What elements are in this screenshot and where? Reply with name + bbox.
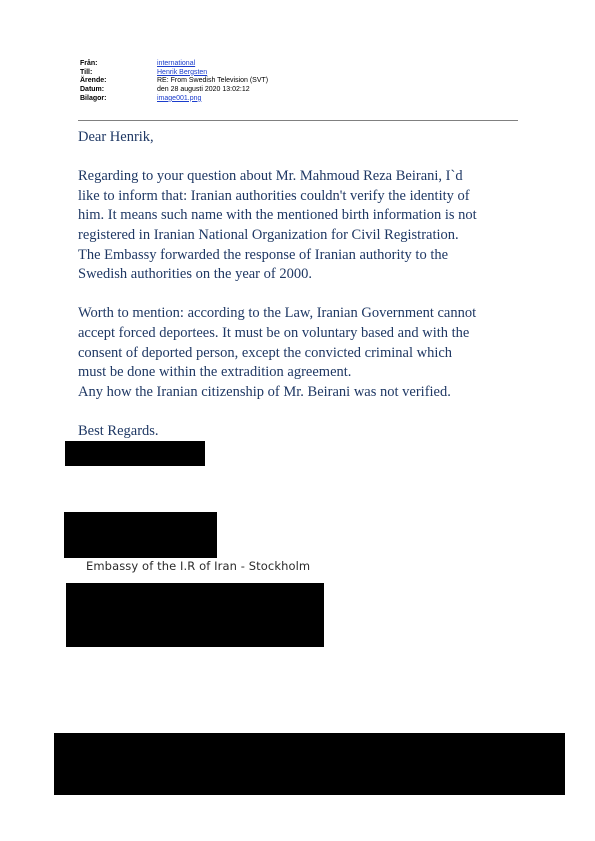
paragraph2-line: Worth to mention: according to the Law, Iranian Government cannot: [78, 305, 477, 322]
to-row: [80, 69, 500, 78]
date-row: [80, 86, 500, 95]
header-divider: [78, 120, 518, 121]
subject-label: Ärende:: [80, 77, 107, 85]
redaction-box-signature: [64, 512, 217, 558]
attachments-row: [80, 95, 500, 104]
from-label: Från:: [80, 60, 98, 67]
embassy-signature-line: Embassy of the I.R of Iran - Stockholm: [86, 559, 311, 573]
paragraph1-line: The Embassy forwarded the response of Iranian authority to the: [78, 246, 449, 263]
date-value: den 28 augusti 2020 13:02:12: [157, 86, 250, 94]
paragraph-gap: [78, 148, 528, 168]
email-header: [80, 60, 500, 104]
subject-value: RE: From Swedish Television (SVT): [157, 77, 269, 85]
paragraph1-line: registered in Iranian National Organization for Civil Registration.: [78, 226, 459, 243]
paragraph2-line: consent of deported person, except the convicted criminal which: [78, 344, 453, 361]
redaction-box-contact: [66, 583, 324, 647]
paragraph2-line: must be done within the extradition agreement.: [78, 364, 352, 381]
paragraph1-line: like to inform that: Iranian authorities couldn't verify the identity of: [78, 187, 470, 204]
paragraph1-line: him. It means such name with the mentioned birth information is not: [78, 207, 477, 224]
closing: Best Regards.: [78, 422, 159, 439]
paragraph1-line: Swedish authorities on the year of 2000.: [78, 266, 312, 283]
to-label: Till:: [80, 68, 93, 76]
paragraph-gap: [78, 402, 528, 422]
attachment-link[interactable]: image001.png: [157, 94, 202, 102]
letter-body: [78, 128, 528, 442]
date-label: Datum:: [80, 86, 105, 94]
paragraph2-line: Any how the Iranian citizenship of Mr. Beirani was not verified.: [78, 383, 451, 400]
paragraph1-line: Regarding to your question about Mr. Mahmoud Reza Beirani, I`d: [78, 168, 463, 185]
redaction-box-signer-name: [65, 441, 205, 466]
to-link[interactable]: Henrik Bergsten: [157, 68, 208, 76]
from-link[interactable]: international: [157, 60, 196, 67]
greeting: Dear Henrik,: [78, 129, 154, 145]
subject-row: [80, 77, 500, 86]
from-row: [80, 60, 500, 69]
redaction-box-footer: [54, 733, 565, 795]
attachments-label: Bilagor:: [80, 94, 107, 102]
paragraph-gap: [78, 285, 528, 305]
paragraph2-line: accept forced deportees. It must be on voluntary based and with the: [78, 324, 470, 341]
